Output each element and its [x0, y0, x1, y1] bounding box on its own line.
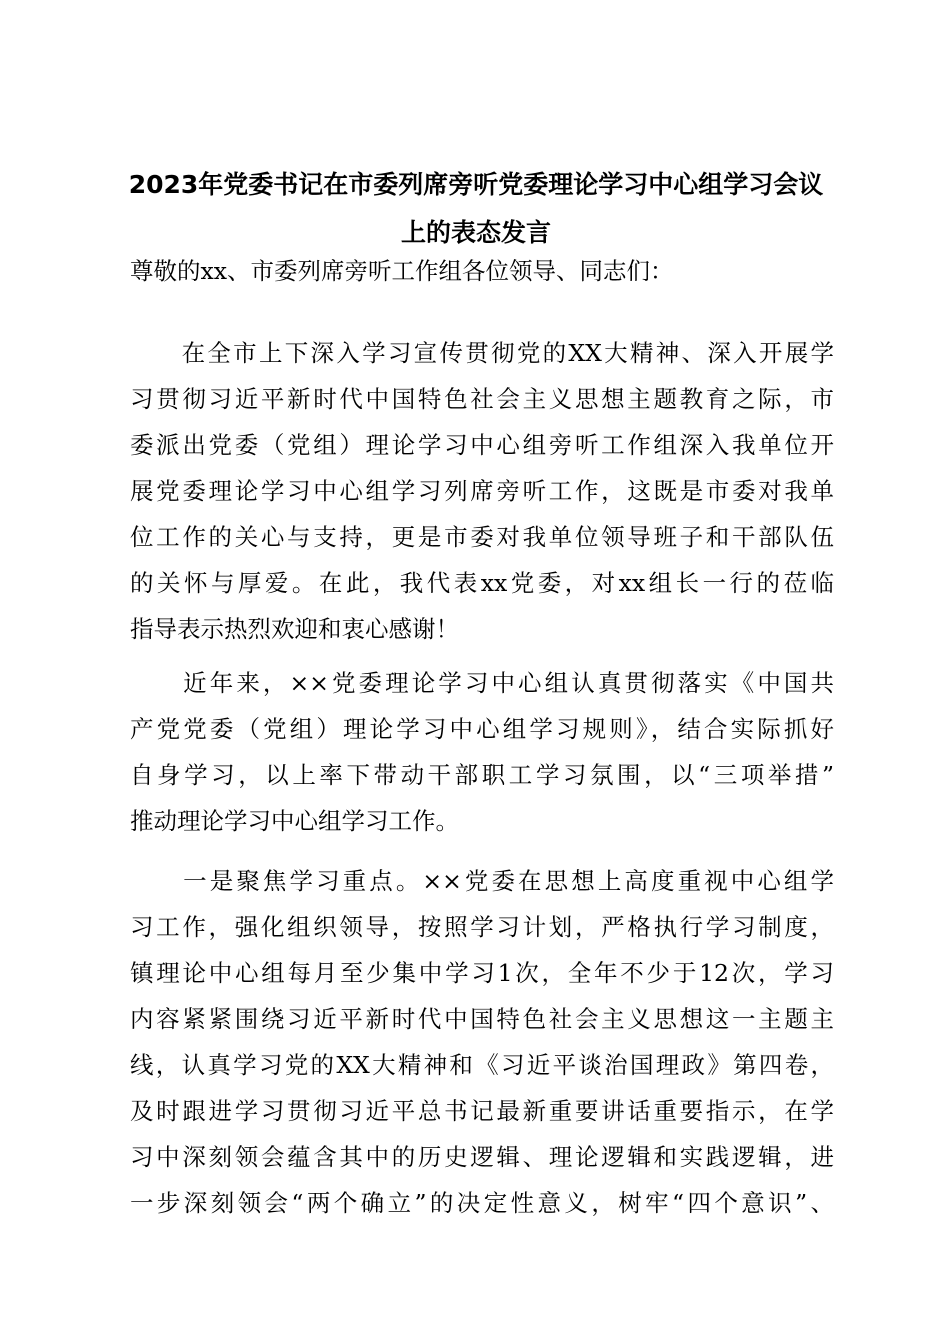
- paragraph-1-line: 习贯彻习近平新时代中国特色社会主义思想主题教育之际，市: [130, 385, 834, 413]
- paragraph-2-line: 自身学习，以上率下带动干部职工学习氛围，以“三项举措”: [130, 761, 834, 789]
- paragraph-1-line: 位工作的关心与支持，更是市委对我单位领导班子和干部队伍: [130, 523, 834, 551]
- paragraph-3-line: 线，认真学习党的XX大精神和《习近平谈治国理政》第四卷，: [130, 1051, 834, 1079]
- paragraph-3-line: 一是聚焦学习重点。××党委在思想上高度重视中心组学: [130, 867, 834, 895]
- document-title-line-1: 2023年党委书记在市委列席旁听党委理论学习中心组学习会议: [128, 170, 824, 199]
- paragraph-3-line: 一步深刻领会“两个确立”的决定性意义，树牢“四个意识”、: [130, 1189, 834, 1217]
- paragraph-2-line: 产党党委（党组）理论学习中心组学习规则》，结合实际抓好: [130, 715, 834, 743]
- paragraph-1-line: 委派出党委（党组）理论学习中心组旁听工作组深入我单位开: [130, 431, 834, 459]
- paragraph-3-line: 镇理论中心组每月至少集中学习1次，全年不少于12次，学习: [130, 959, 834, 987]
- paragraph-1-line: 展党委理论学习中心组学习列席旁听工作，这既是市委对我单: [130, 477, 834, 505]
- paragraph-3-line: 习中深刻领会蕴含其中的历史逻辑、理论逻辑和实践逻辑，进: [130, 1143, 834, 1171]
- paragraph-2-line: 近年来，××党委理论学习中心组认真贯彻落实《中国共: [130, 669, 834, 697]
- salutation: 尊敬的xx、市委列席旁听工作组各位领导、同志们：: [130, 257, 674, 285]
- paragraph-3-line: 及时跟进学习贯彻习近平总书记最新重要讲话重要指示，在学: [130, 1097, 834, 1125]
- paragraph-1-line: 在全市上下深入学习宣传贯彻党的XX大精神、深入开展学: [130, 339, 834, 367]
- paragraph-1-line: 指导表示热烈欢迎和衷心感谢！: [130, 615, 459, 643]
- paragraph-2-line: 推动理论学习中心组学习工作。: [130, 807, 459, 835]
- paragraph-1-line: 的关怀与厚爱。在此，我代表xx党委，对xx组长一行的莅临: [130, 569, 834, 597]
- document-title-line-2: 上的表态发言: [400, 218, 551, 247]
- paragraph-3-line: 习工作，强化组织领导，按照学习计划，严格执行学习制度，: [130, 913, 834, 941]
- paragraph-3-line: 内容紧紧围绕习近平新时代中国特色社会主义思想这一主题主: [130, 1005, 834, 1033]
